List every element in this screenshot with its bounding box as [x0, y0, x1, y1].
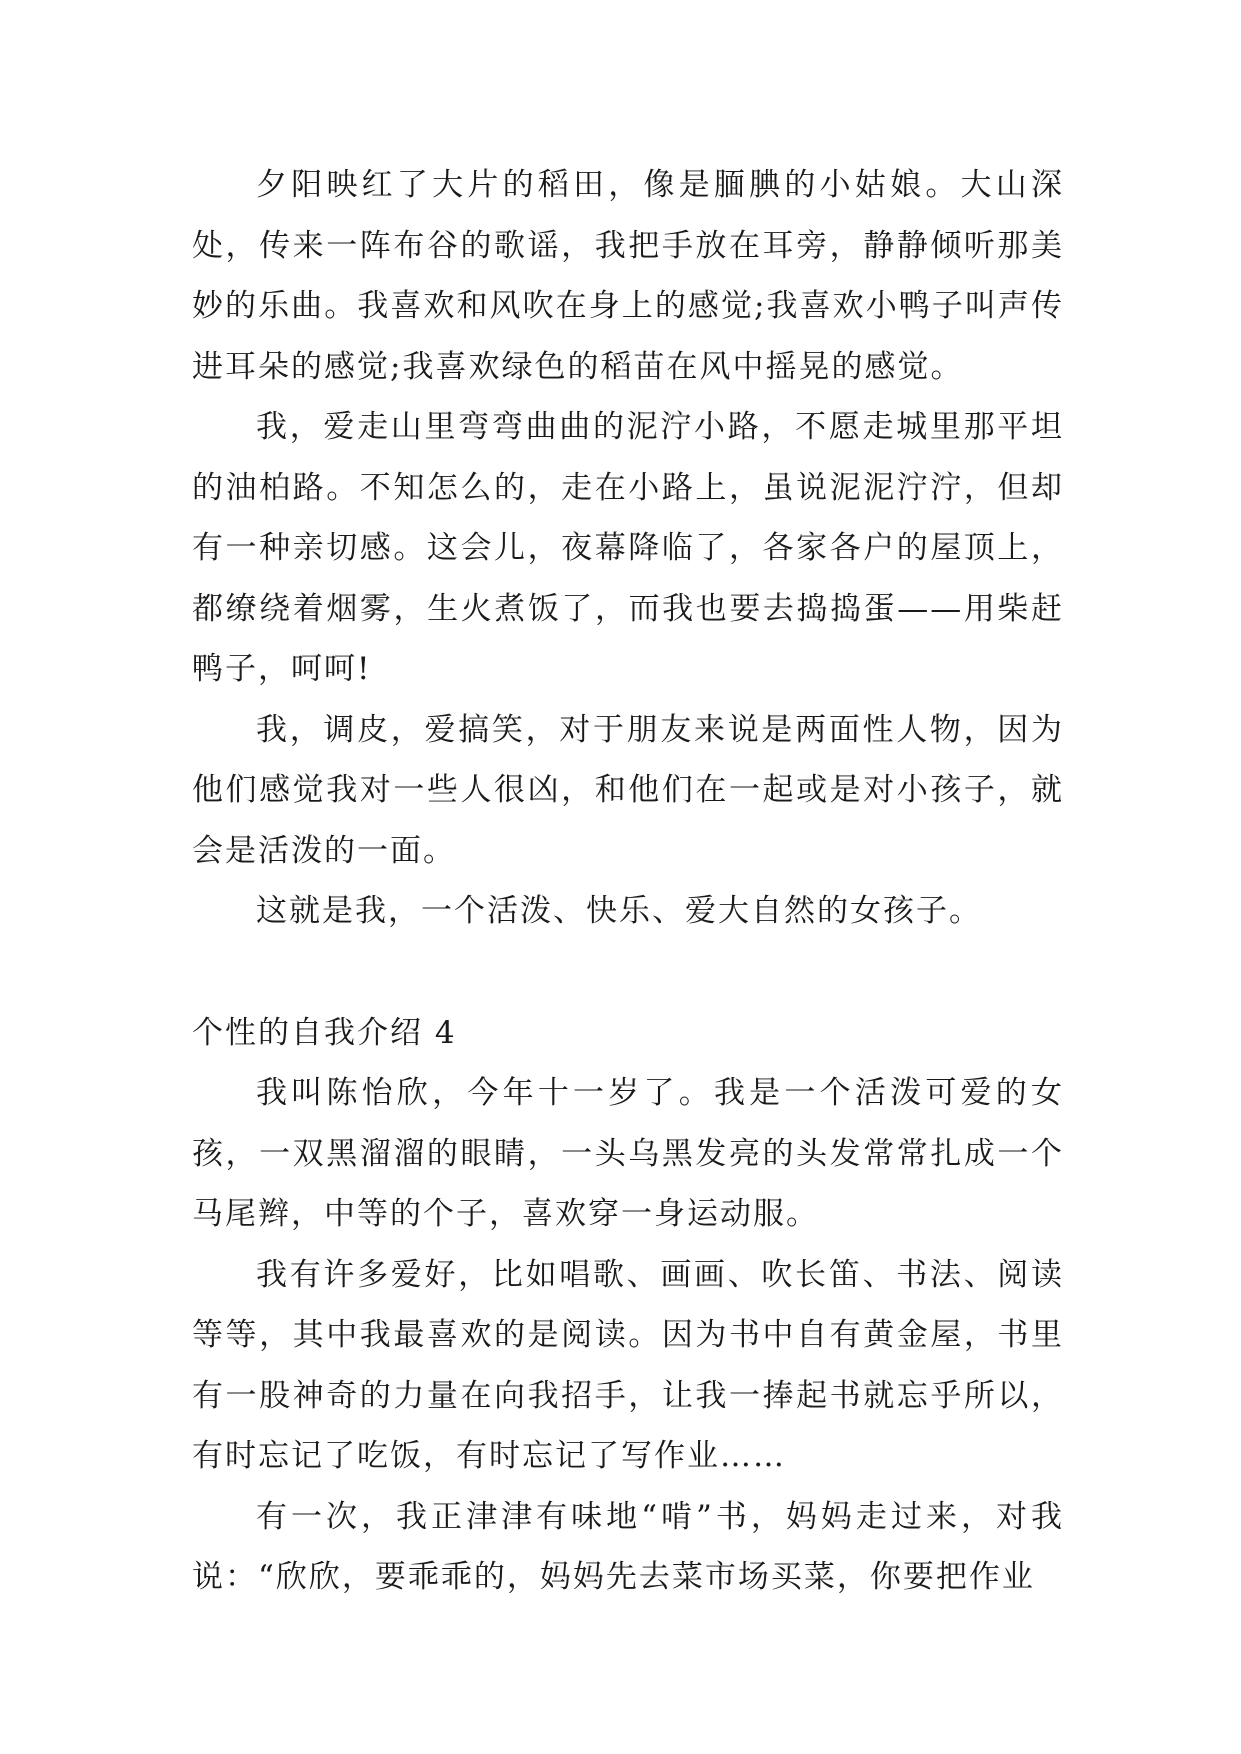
paragraph: 我有许多爱好，比如唱歌、画画、吹长笛、书法、阅读等等，其中我最喜欢的是阅读。因为书中自有黄金屋，书里有一股神奇的力量在向我招手，让我一捧起书就忘乎所以，有时忘记了吃饭，有时忘记了写作业……: [192, 1256, 1064, 1474]
paragraph: 有一次，我正津津有味地“啃”书，妈妈走过来，对我说：“欣欣，要乖乖的，妈妈先去菜市场买菜，你要把作业: [192, 1498, 1064, 1595]
section-title: 个性的自我介绍 4: [192, 1014, 457, 1051]
paragraph: 我，调皮，爱搞笑，对于朋友来说是两面性人物，因为他们感觉我对一些人很凶，和他们在一起或是对小孩子，就会是活泼的一面。: [192, 711, 1064, 869]
paragraph: 我，爱走山里弯弯曲曲的泥泞小路，不愿走城里那平坦的油柏路。不知怎么的，走在小路上，虽说泥泥泞泞，但却有一种亲切感。这会儿，夜幕降临了，各家各户的屋顶上，都缭绕着烟雾，生火煮饭了，而我也要去捣捣蛋——用柴赶鸭子，呵呵!: [192, 409, 1064, 687]
document-body: [192, 155, 1064, 1608]
paragraph: 我叫陈怡欣，今年十一岁了。我是一个活泼可爱的女孩，一双黑溜溜的眼睛，一头乌黑发亮的头发常常扎成一个马尾辫，中等的个子，喜欢穿一身运动服。: [192, 1075, 1064, 1232]
paragraph: 夕阳映红了大片的稻田，像是腼腆的小姑娘。大山深处，传来一阵布谷的歌谣，我把手放在耳旁，静静倾听那美妙的乐曲。我喜欢和风吹在身上的感觉;我喜欢小鸭子叫声传进耳朵的感觉;我喜欢绿色的稻苗在风中摇晃的感觉。: [192, 167, 1064, 385]
paragraph: 这就是我，一个活泼、快乐、爱大自然的女孩子。: [256, 893, 982, 929]
